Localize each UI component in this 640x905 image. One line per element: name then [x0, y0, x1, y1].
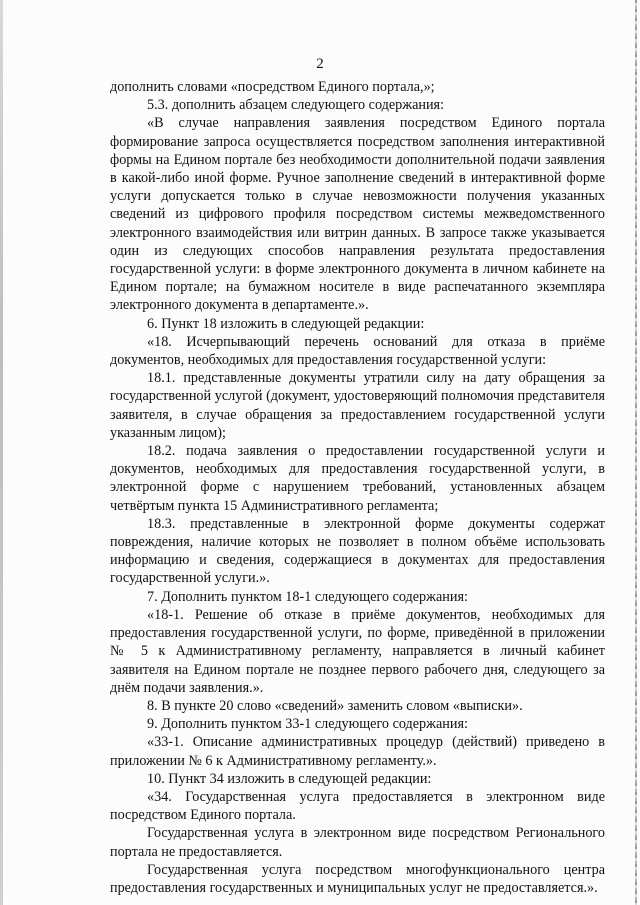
- paragraph: 18.3. представленные в электронной форме документы содержат повреждения, наличие которых не позволяет в полном объёме использовать информацию и сведения, содержащиеся в документах для предоставления государственной услуги.».: [110, 515, 605, 587]
- paragraph: 6. Пункт 18 изложить в следующей редакции:: [147, 315, 425, 332]
- paragraph: «33-1. Описание административных процедур (действий) приведено в приложении № 6 к Административному регламенту.».: [110, 734, 605, 769]
- paragraph: «18-1. Решение об отказе в приёме документов, необходимых для предоставления государственной услуги, по форме, приведённой в приложении № 5 к Административному регламенту, направляется в личный кабинет заявителя на Едином портале не позднее первого рабочего дня, следующего за днём подачи заявления.».: [110, 606, 605, 696]
- paragraph: 18.2. подача заявления о предоставлении государственной услуги и документов, необходимых для предоставления государственной услуги, в электронной форме с нарушением требований, установленных абзацем четвёртым пункта 15 Административного регламента;: [110, 443, 605, 514]
- paragraph: 9. Дополнить пунктом 33-1 следующего содержания:: [147, 716, 468, 733]
- page-number: 2: [316, 56, 324, 72]
- scan-edge-right: [635, 0, 637, 905]
- paragraph: 7. Дополнить пунктом 18-1 следующего содержания:: [147, 588, 468, 605]
- paragraph: «34. Государственная услуга предоставляется в электронном виде посредством Единого портала.: [110, 788, 605, 824]
- paragraph: Государственная услуга посредством многофункционального центра предоставления государственных и муниципальных услуг не предоставляется.».: [110, 861, 605, 896]
- paragraph: Государственная услуга в электронном виде посредством Регионального портала не предоставляется.: [110, 825, 605, 860]
- paragraph: 10. Пункт 34 изложить в следующей редакции:: [147, 770, 432, 787]
- paragraph: дополнить словами «посредством Единого портала,»;: [110, 79, 435, 95]
- paragraph: «18. Исчерпывающий перечень оснований для отказа в приёме документов, необходимых для предоставления государственной услуги:: [110, 333, 605, 369]
- scan-edge-left: [0, 0, 3, 905]
- paragraph: «В случае направления заявления посредством Единого портала формирование запроса осуществляется посредством заполнения интерактивной формы на Едином портале без необходимости дополнительной подачи заявления в какой-либо иной форме. Ручное заполнение сведений в интерактивной форме услуги допускается только в случае невозможности получения указанных сведений из цифрового профиля посредством системы межведомственного электронного взаимодействия или витрин данных. В запросе также указывается один из следующих способов направления результата предоставления государственной услуги: в форме электронного документа в личном кабинете на Едином портале; на бумажном носителе в виде распечатанного экземпляра электронного документа в департаменте.».: [110, 115, 605, 314]
- document-body: [110, 78, 605, 897]
- paragraph: 8. В пункте 20 слово «сведений» заменить словом «выписки».: [147, 697, 523, 714]
- paragraph: 5.3. дополнить абзацем следующего содержания:: [147, 97, 445, 114]
- paragraph: 18.1. представленные документы утратили силу на дату обращения за государственной услугой (документ, удостоверяющий полномочия представителя заявителя, в случае обращения за предоставлением государственной услуги указанным лицом);: [110, 370, 605, 441]
